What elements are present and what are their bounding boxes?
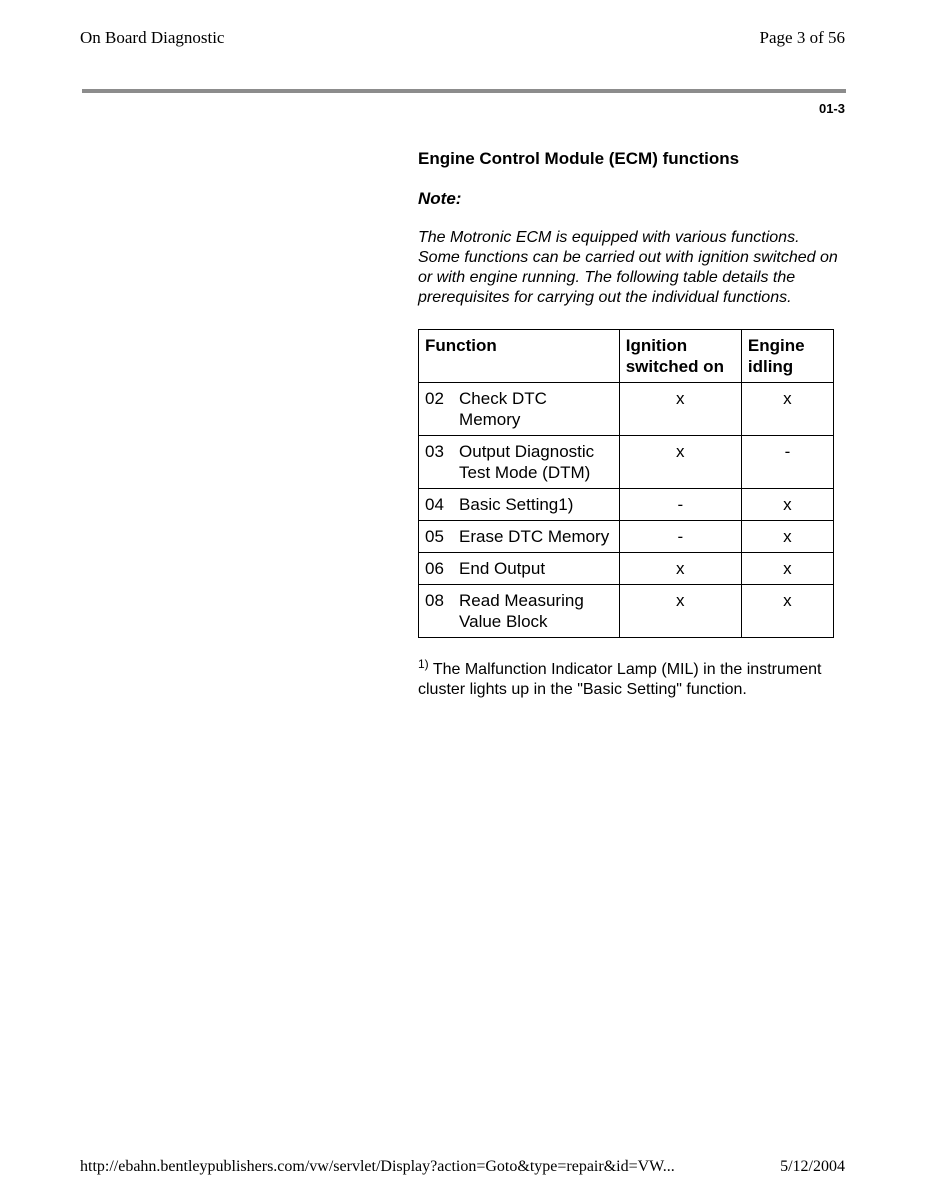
header-divider	[82, 89, 846, 93]
page-number: Page 3 of 56	[759, 28, 845, 47]
function-number: 06	[419, 553, 454, 585]
main-content	[418, 148, 838, 700]
function-name: Check DTC Memory	[453, 383, 619, 436]
ignition-mark: x	[619, 436, 741, 489]
idling-mark: x	[741, 585, 833, 638]
ignition-mark: x	[619, 383, 741, 436]
section-title: Engine Control Module (ECM) functions	[418, 149, 740, 168]
function-name: Read Measuring Value Block	[453, 585, 619, 638]
ignition-mark: x	[619, 585, 741, 638]
footnote	[418, 657, 838, 700]
ignition-mark: -	[619, 489, 741, 521]
idling-mark: x	[741, 383, 833, 436]
table-row	[419, 521, 834, 553]
idling-mark: -	[741, 436, 833, 489]
function-name: Basic Setting1)	[453, 489, 619, 521]
ignition-mark: x	[619, 553, 741, 585]
idling-mark: x	[741, 521, 833, 553]
function-number: 08	[419, 585, 454, 638]
ignition-mark: -	[619, 521, 741, 553]
function-name: Erase DTC Memory	[453, 521, 619, 553]
function-number: 02	[419, 383, 454, 436]
table-row	[419, 489, 834, 521]
function-name: Output Diagnostic Test Mode (DTM)	[453, 436, 619, 489]
function-number: 04	[419, 489, 454, 521]
idling-mark: x	[741, 489, 833, 521]
table-header-row	[419, 330, 834, 383]
function-number: 03	[419, 436, 454, 489]
footer-date: 5/12/2004	[780, 1158, 845, 1175]
page-code: 01-3	[818, 101, 845, 116]
note-text: The Motronic ECM is equipped with various functions. Some functions can be carried out with ignition switched on or with engine running. The following table details the prerequisites for carrying out the individual functions.	[418, 229, 838, 306]
table-row	[419, 436, 834, 489]
table-row	[419, 553, 834, 585]
footnote-marker: 1)	[418, 657, 429, 671]
table-row	[419, 383, 834, 436]
header-title: On Board Diagnostic	[80, 28, 225, 47]
idling-mark: x	[741, 553, 833, 585]
header-function: Function	[419, 330, 620, 383]
footer-url: http://ebahn.bentleypublishers.com/vw/servlet/Display?action=Goto&type=repair&id=VW...	[80, 1158, 675, 1175]
table-row	[419, 585, 834, 638]
function-number: 05	[419, 521, 454, 553]
function-name: End Output	[453, 553, 619, 585]
header-ignition: Ignition switched on	[619, 330, 741, 383]
functions-table	[418, 329, 834, 638]
header-idling: Engine idling	[741, 330, 833, 383]
note-label: Note:	[418, 189, 462, 208]
footnote-text: The Malfunction Indicator Lamp (MIL) in the instrument cluster lights up in the "Basic Setting" function.	[418, 661, 822, 698]
